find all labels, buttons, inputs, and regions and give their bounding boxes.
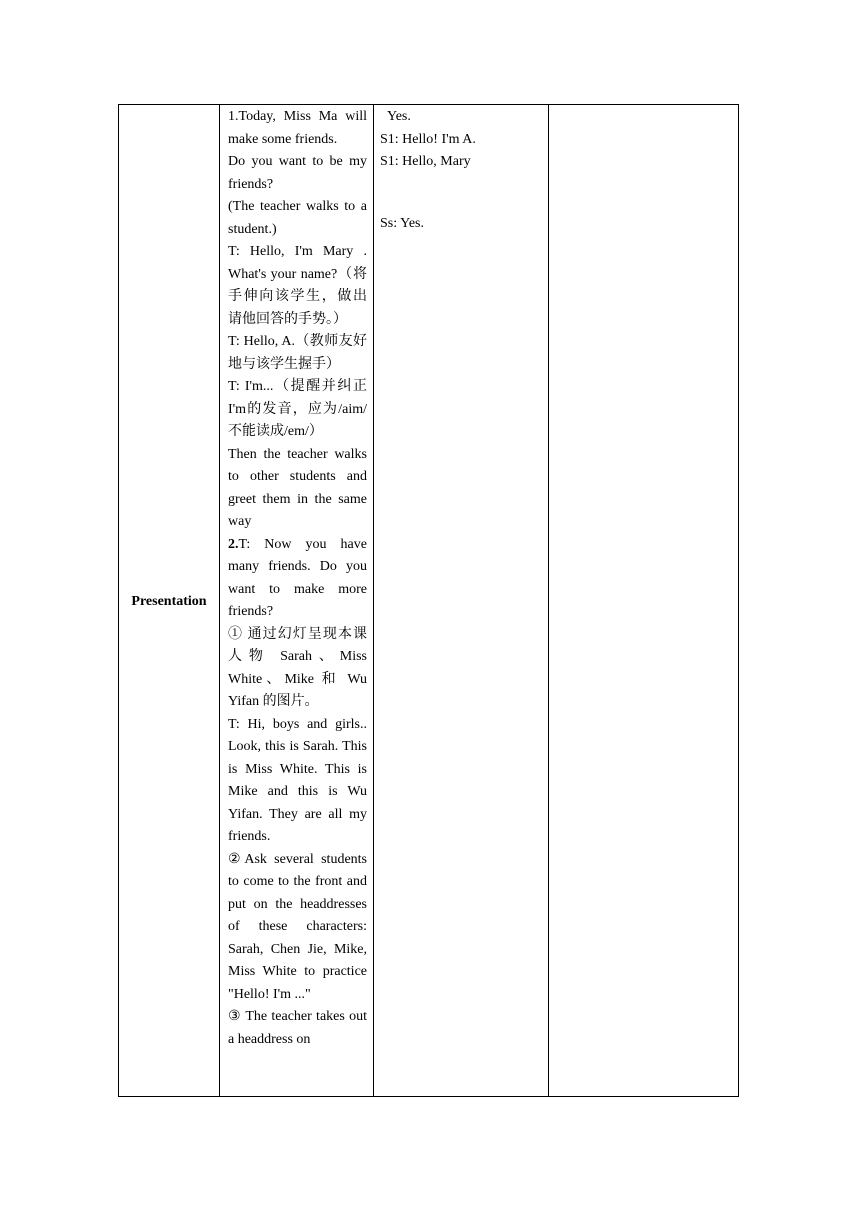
notes-cell	[549, 105, 739, 1097]
activity-line: T: I'm...（提醒并纠正I'm的发音，应为/aim/不能读成/em/）	[228, 379, 367, 439]
activity-line: ③ The teacher takes out a headdress on	[228, 1009, 367, 1047]
response-line: Yes.	[387, 109, 411, 124]
activity-line	[228, 534, 367, 624]
activity-line: Do you want to be my friends?	[228, 154, 367, 192]
activity-text: T: Now you have many friends. Do you want to make more friends?	[228, 536, 367, 619]
activity-line: T: Hi, boys and girls.. Look, this is Sarah. This is Miss White. This is Mike and this is Wu Yifan. They are all my friends.	[228, 716, 367, 844]
stage-cell	[119, 105, 220, 1097]
student-responses-cell	[374, 105, 549, 1097]
activity-line: Then the teacher walks to other students and greet them in the same way	[228, 446, 367, 529]
activity-number: 2.	[228, 536, 239, 552]
teacher-activities-cell	[220, 105, 374, 1097]
activity-line: ① 通过幻灯呈现本课人物 Sarah、Miss White、Mike 和 Wu Yifan 的图片。	[228, 626, 367, 709]
teacher-activities	[220, 105, 373, 1051]
response-line: Ss: Yes.	[380, 215, 424, 231]
table-row	[119, 105, 739, 1097]
spacer	[380, 174, 544, 213]
response-line: S1: Hello, Mary	[380, 154, 471, 169]
student-responses	[374, 105, 548, 235]
activity-line: ②Ask several students to come to the front and put on the headdresses of these characters: Sarah, Chen Jie, Mike, Miss White to practice "Hello! I'm ..."	[228, 851, 367, 1002]
activity-line: T: Hello, A.（教师友好地与该学生握手）	[228, 334, 367, 372]
activity-line: 1.Today, Miss Ma will make some friends.	[228, 109, 367, 147]
response-line: S1: Hello! I'm A.	[380, 131, 476, 147]
stage-label: Presentation	[131, 593, 207, 609]
activity-line: T: Hello, I'm Mary . What's your name?（将手伸向该学生，做出请他回答的手势。）	[228, 244, 367, 327]
lesson-plan-table	[118, 104, 739, 1097]
activity-line: (The teacher walks to a student.)	[228, 199, 367, 237]
